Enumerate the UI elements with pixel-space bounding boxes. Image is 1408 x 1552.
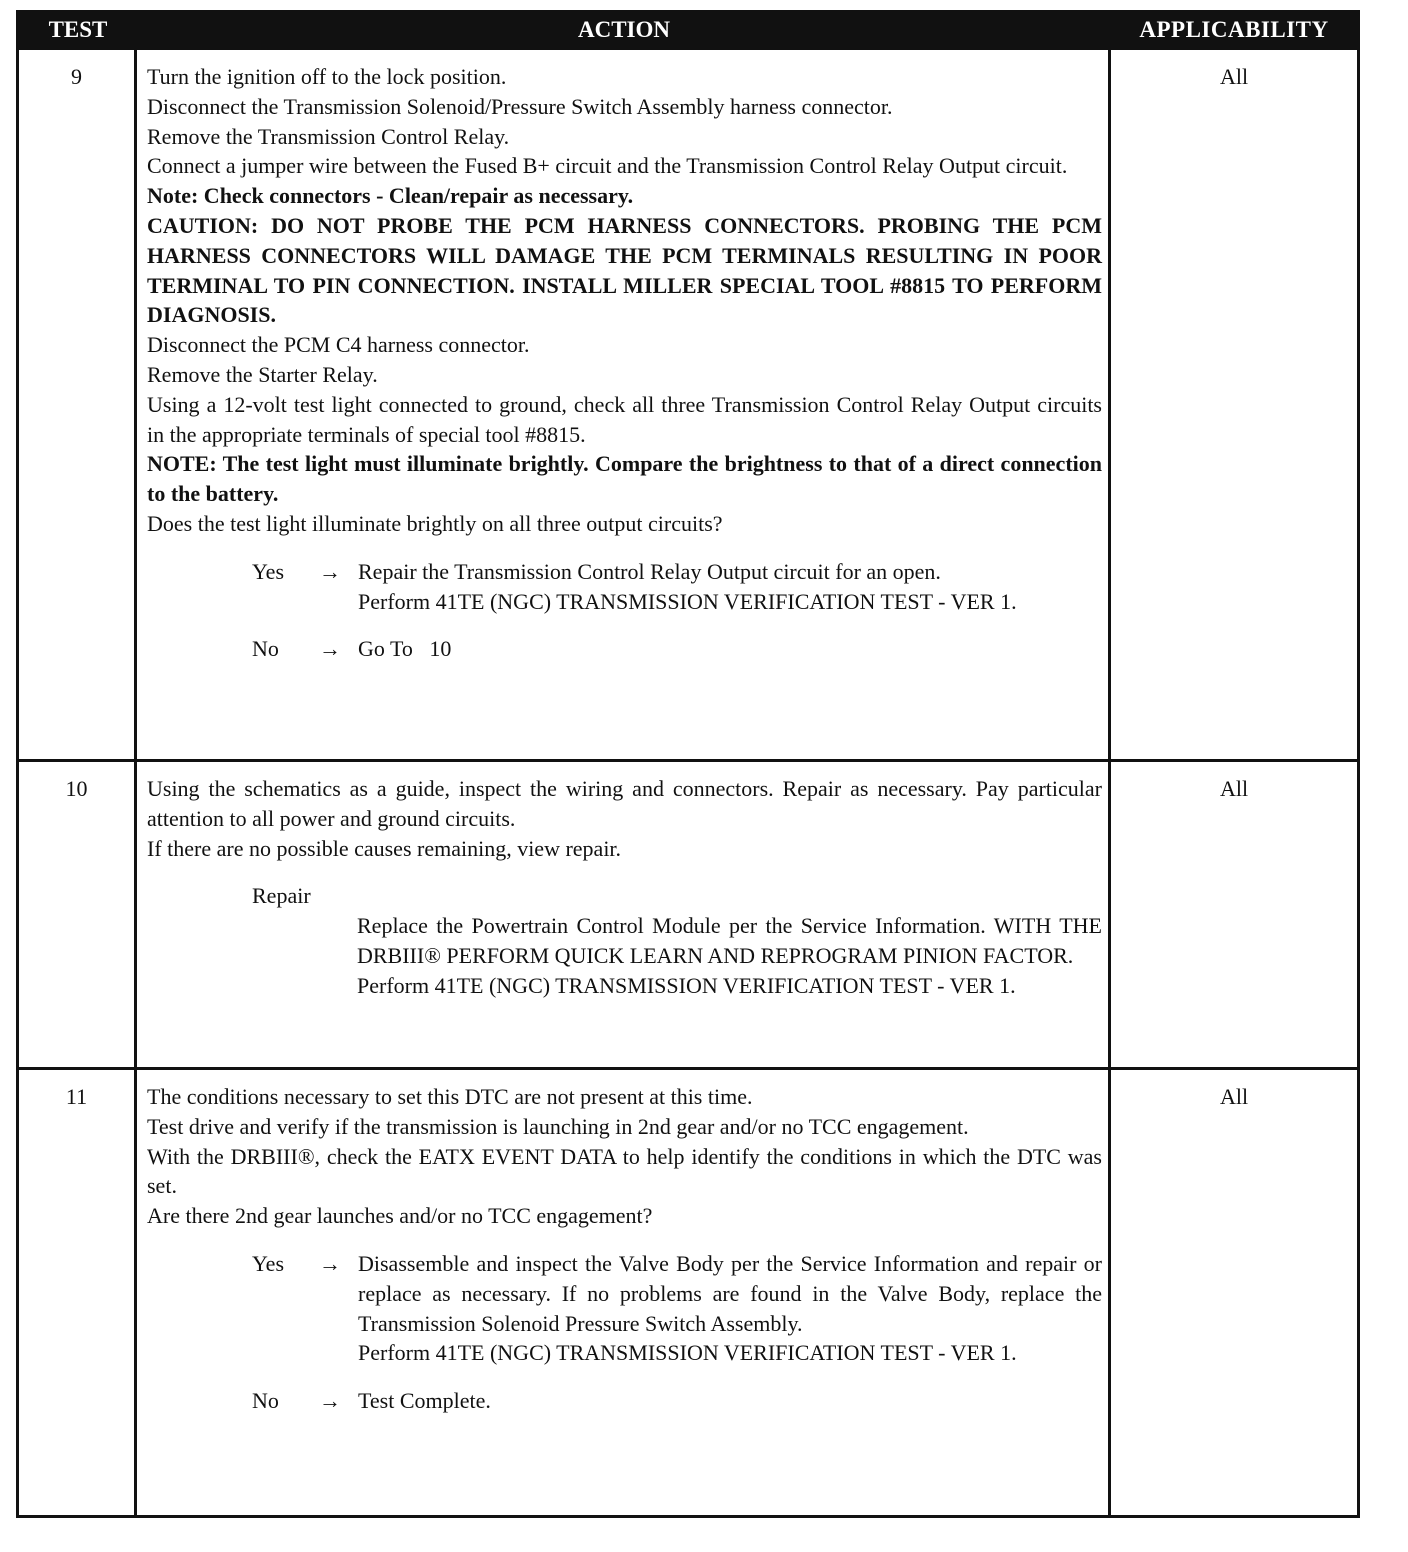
action-cell xyxy=(137,1070,1111,1515)
no-text: Test Complete. xyxy=(358,1388,491,1414)
header-applicability: APPLICABILITY xyxy=(1139,17,1329,42)
action-line: Using a 12-volt test light connected to ground, check all three Transmission Control Relay Output circuits in the appropriate terminals of special tool #8815. xyxy=(147,391,1102,447)
note-text: Note: Check connectors - Clean/repair as necessary. xyxy=(147,183,634,209)
table-header xyxy=(16,10,1360,50)
action-line: The conditions necessary to set this DTC are not present at this time. xyxy=(147,1084,753,1109)
arrow-right-icon: → xyxy=(319,558,341,584)
arrow-right-icon: → xyxy=(319,1388,341,1414)
applicability-value: All xyxy=(1219,64,1249,89)
repair-text: Replace the Powertrain Control Module per the Service Information. WITH THE DRBIII® PERFORM QUICK LEARN AND REPROGRAM PINION FACTOR. xyxy=(357,913,1102,968)
yes-text: Disassemble and inspect the Valve Body per the Service Information and repair or replace as necessary. If no problems are found in the Valve Body, replace the Transmission Solenoid Pressure Switch Assembly. xyxy=(358,1250,1102,1336)
yes-answer xyxy=(147,557,1102,617)
repair-text: Perform 41TE (NGC) TRANSMISSION VERIFICATION TEST - VER 1. xyxy=(357,972,1016,998)
test-number: 10 xyxy=(19,762,137,1067)
action-line: Test drive and verify if the transmission is launching in 2nd gear and/or no TCC engagement. xyxy=(147,1113,969,1139)
no-answer xyxy=(147,1386,1102,1416)
no-text: Go To 10 xyxy=(358,636,452,662)
action-line: With the DRBIII®, check the EATX EVENT DATA to help identify the conditions in which the DTC was set. xyxy=(147,1143,1102,1199)
action-line: Connect a jumper wire between the Fused B+ circuit and the Transmission Control Relay Output circuit. xyxy=(147,153,1068,179)
arrow-right-icon: → xyxy=(319,1250,341,1276)
yes-label: Yes xyxy=(252,1250,285,1276)
action-line: If there are no possible causes remaining, view repair. xyxy=(147,835,622,861)
action-cell xyxy=(137,50,1111,759)
action-line: Turn the ignition off to the lock position. xyxy=(147,64,507,89)
table-row-test-11 xyxy=(16,1070,1360,1518)
question-text: Are there 2nd gear launches and/or no TCC engagement? xyxy=(147,1203,653,1229)
note-text: NOTE: The test light must illuminate brightly. Compare the brightness to that of a direct connection to the battery. xyxy=(147,451,1102,507)
no-label: No xyxy=(252,1388,279,1414)
action-line: Using the schematics as a guide, inspect the wiring and connectors. Repair as necessary. Pay particular attention to all power and ground circuits. xyxy=(147,776,1102,831)
action-line: Disconnect the Transmission Solenoid/Pressure Switch Assembly harness connector. xyxy=(147,93,893,119)
yes-label: Yes xyxy=(252,558,285,584)
no-answer xyxy=(147,634,1102,664)
action-line: Disconnect the PCM C4 harness connector. xyxy=(147,332,530,358)
test-number: 11 xyxy=(19,1070,137,1515)
yes-text: Perform 41TE (NGC) TRANSMISSION VERIFICATION TEST - VER 1. xyxy=(358,1340,1017,1366)
yes-text: Repair the Transmission Control Relay Output circuit for an open. xyxy=(358,558,941,584)
arrow-right-icon: → xyxy=(319,636,341,662)
table-row-test-10 xyxy=(16,762,1360,1070)
yes-body xyxy=(358,1249,1102,1368)
yes-body xyxy=(358,557,1102,617)
caution-text: CAUTION: DO NOT PROBE THE PCM HARNESS CONNECTORS. PROBING THE PCM HARNESS CONNECTORS WILL DAMAGE THE PCM TERMINALS RESULTING IN POOR TERMINAL TO PIN CONNECTION. INSTALL MILLER SPECIAL TOOL #8815 TO PERFORM DIAGNOSIS. xyxy=(147,212,1102,328)
yes-text: Perform 41TE (NGC) TRANSMISSION VERIFICATION TEST - VER 1. xyxy=(358,588,1017,614)
question-text: Does the test light illuminate brightly on all three output circuits? xyxy=(147,510,723,536)
test-number: 9 xyxy=(19,50,137,759)
applicability-value: All xyxy=(1219,776,1249,801)
header-test: TEST xyxy=(48,17,108,42)
header-action: ACTION xyxy=(577,17,670,42)
action-line: Remove the Transmission Control Relay. xyxy=(147,123,510,149)
action-cell xyxy=(137,762,1111,1067)
repair-label: Repair xyxy=(252,883,311,909)
no-label: No xyxy=(252,636,279,662)
action-line: Remove the Starter Relay. xyxy=(147,361,378,387)
applicability-value: All xyxy=(1219,1084,1249,1109)
table-row-test-9 xyxy=(16,50,1360,762)
yes-answer xyxy=(147,1249,1102,1368)
diagnostic-table xyxy=(16,10,1360,1518)
